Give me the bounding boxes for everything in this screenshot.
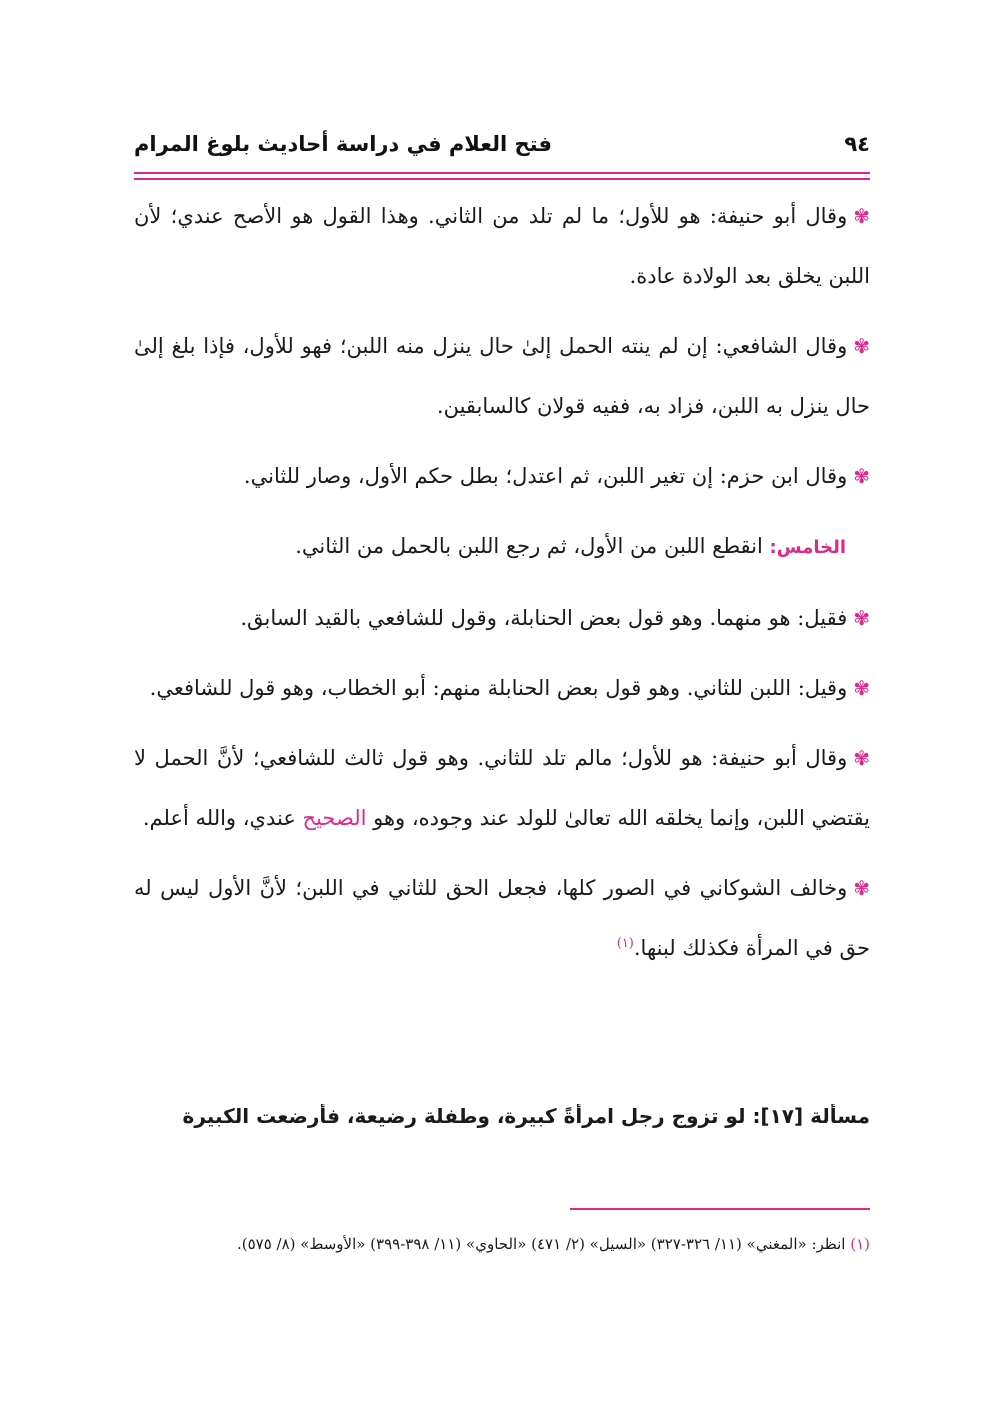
main-text (134, 186, 870, 988)
paragraph-text: وقيل: اللبن للثاني. وهو قول بعض الحنابلة منهم: أبو الخطاب، وهو قول للشافعي. (149, 676, 848, 700)
paragraph-text: عندي، والله أعلم. (142, 806, 303, 830)
paragraph-shawkani (134, 858, 870, 978)
flower-bullet-icon: ✾ (853, 876, 870, 900)
paragraph-text: وقال أبو حنيفة: هو للأول؛ مالم تلد للثاني. وهو قول ثالث للشافعي؛ لأنَّ الحمل لا يقتضي اللبن، وإنما يخلقه الله تعالىٰ للولد عند وجوده، وهو (134, 746, 870, 830)
paragraph-text: وقال أبو حنيفة: هو للأول؛ ما لم تلد من الثاني. وهذا القول هو الأصح عندي؛ لأن اللبن يخلق بعد الولادة عادة. (134, 204, 870, 288)
footnote-separator (570, 1208, 870, 1210)
flower-bullet-icon: ✾ (853, 204, 870, 228)
issue-text: لو تزوج رجل امرأةً كبيرة، وطفلة رضيعة، فأرضعت الكبيرة (182, 1104, 753, 1128)
paragraph-text: وقال الشافعي: إن لم ينته الحمل إلىٰ حال ينزل منه اللبن؛ فهو للأول، فإذا بلغ إلىٰ حال ينزل به اللبن، فزاد به، ففيه قولان كالسابقين. (134, 334, 870, 418)
paragraph-text: وخالف الشوكاني في الصور كلها، فجعل الحق للثاني في اللبن؛ لأنَّ الأول ليس له حق في المرأة فكذلك لبنها. (134, 876, 870, 960)
paragraph-abu-hanifa (134, 186, 870, 306)
footnote (134, 1228, 870, 1260)
header-rule-top (134, 172, 870, 174)
footnote-text: انظر: «المغني» (١١/ ٣٢٦-٣٢٧) «السيل» (٢/ ٤٧١) «الحاوي» (١١/ ٣٩٨-٣٩٩) «الأوسط» (٨/ ٥٧٥). (236, 1235, 851, 1253)
running-header (134, 128, 870, 168)
paragraph-shafii (134, 316, 870, 436)
paragraph-both (134, 588, 870, 648)
issue-heading (134, 1104, 870, 1128)
header-rule-bottom (134, 178, 870, 180)
highlighted-word: الصحيح (302, 806, 367, 830)
footnote-number: (١) (850, 1235, 870, 1253)
paragraph-abu-hanifa-2 (134, 728, 870, 848)
paragraph-text: انقطع اللبن من الأول، ثم رجع اللبن بالحمل من الثاني. (295, 534, 770, 558)
flower-bullet-icon: ✾ (853, 746, 870, 770)
paragraph-ibn-hazm (134, 446, 870, 506)
footnote-reference[interactable]: (١) (616, 936, 634, 951)
paragraph-fifth-case (134, 516, 870, 578)
paragraph-text: فقيل: هو منهما. وهو قول بعض الحنابلة، وقول للشافعي بالقيد السابق. (240, 606, 848, 630)
page-number: ٩٤ (844, 132, 870, 156)
paragraph-text: وقال ابن حزم: إن تغير اللبن، ثم اعتدل؛ بطل حكم الأول، وصار للثاني. (243, 464, 848, 488)
issue-label: مسألة [١٧]: (752, 1104, 870, 1128)
flower-bullet-icon: ✾ (853, 606, 870, 630)
fifth-case-label: الخامس: (769, 537, 846, 558)
flower-bullet-icon: ✾ (853, 334, 870, 358)
flower-bullet-icon: ✾ (853, 676, 870, 700)
flower-bullet-icon: ✾ (853, 464, 870, 488)
paragraph-second (134, 658, 870, 718)
book-title: فتح العلام في دراسة أحاديث بلوغ المرام (134, 132, 552, 156)
